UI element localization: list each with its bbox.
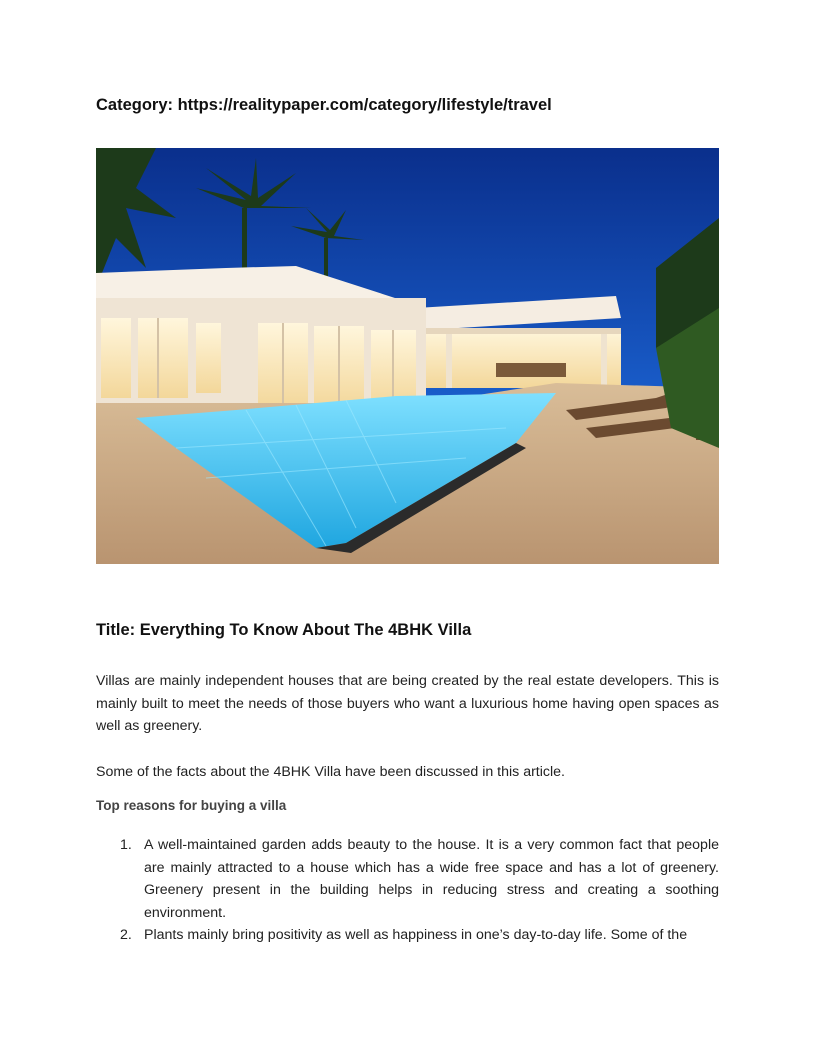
facts-paragraph: Some of the facts about the 4BHK Villa have been discussed in this article.: [96, 764, 565, 780]
list-item-text: A well-maintained garden adds beauty to the house. It is a very common fact that people are mainly attracted to a house which has a wide free space and has a lot of greenery. Greenery present in the building helps in reducing stress and creating a soothing environment.: [144, 837, 719, 921]
list-item: [96, 924, 719, 947]
list-item-text: Plants mainly bring positivity as well as happiness in one’s day-to-day life. Some of the: [144, 927, 688, 943]
list-item: [96, 834, 719, 924]
category-line: Category: https://realitypaper.com/category/lifestyle/travel: [96, 96, 552, 114]
list-item-number: 2.: [120, 927, 132, 943]
intro-paragraph: Villas are mainly independent houses that are being created by the real estate developers. This is mainly built to meet the needs of those buyers who want a luxurious home having open spaces as well as greenery.: [96, 673, 719, 734]
right-wing-terrace: [426, 328, 621, 388]
list-item-number: 1.: [120, 837, 132, 853]
reasons-list: [96, 834, 719, 947]
villa-pool-photo: [96, 148, 719, 564]
reasons-subheading: Top reasons for buying a villa: [96, 798, 287, 813]
article-title: Title: Everything To Know About The 4BHK Villa: [96, 621, 472, 639]
